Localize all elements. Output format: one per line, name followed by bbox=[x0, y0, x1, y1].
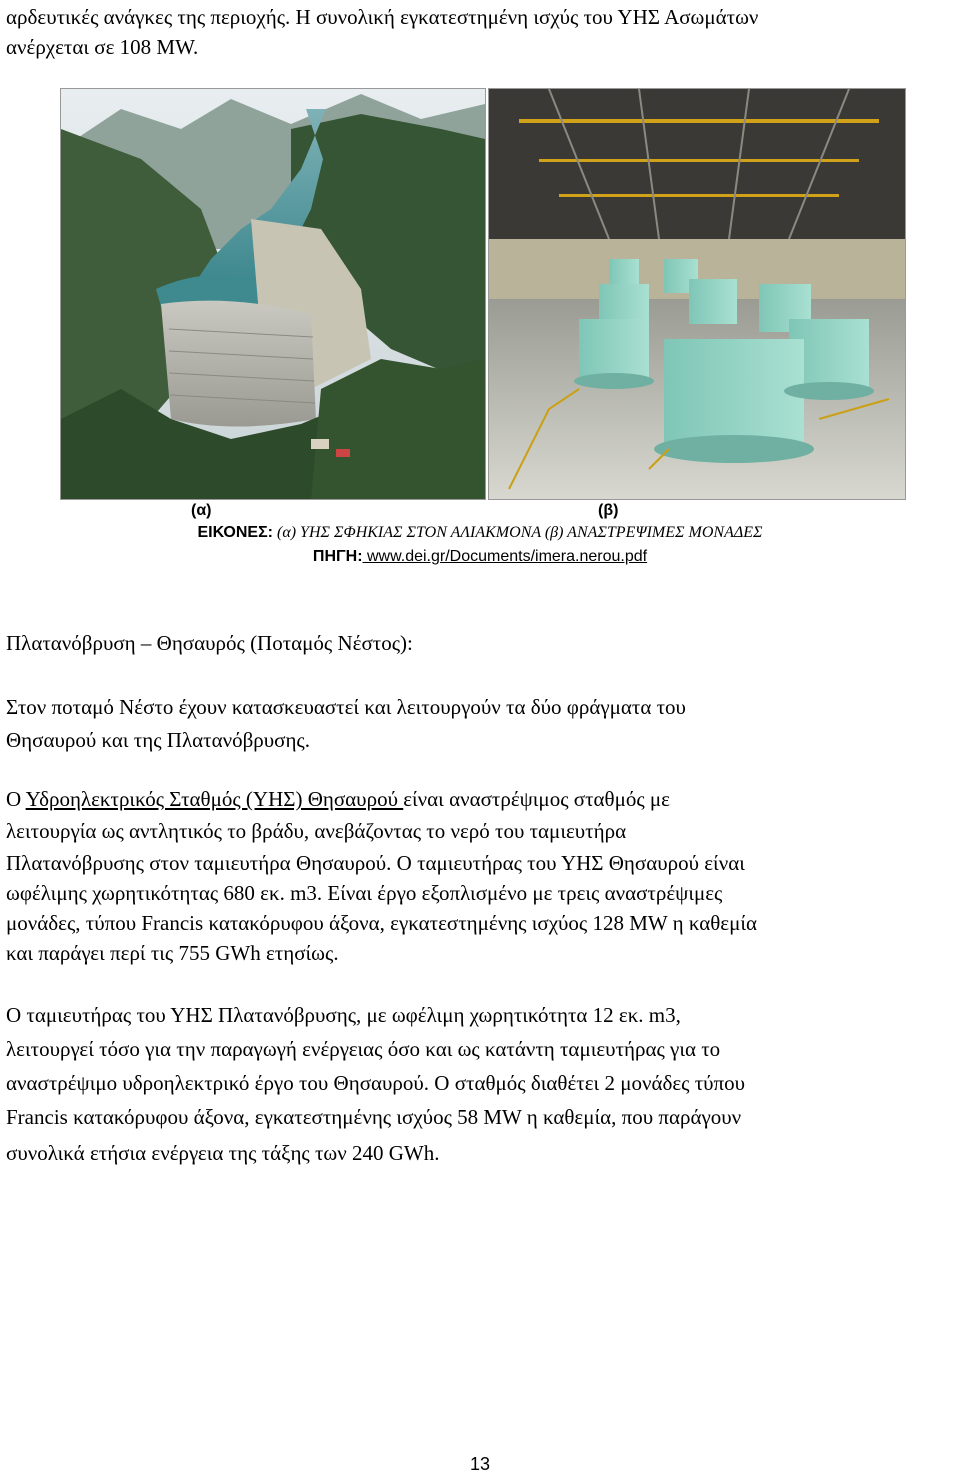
para2-suffix: είναι αναστρέψιμος σταθμός με bbox=[403, 787, 670, 811]
section-heading: Πλατανόβρυση – Θησαυρός (Ποταμός Νέστος): bbox=[6, 631, 413, 655]
caption-text: (α) ΥΗΣ ΣΦΗΚΙΑΣ ΣΤΟΝ ΑΛΙΑΚΜΟΝΑ (β) ΑΝΑΣΤΡΕΨΙΜΕΣ ΜΟΝΑΔΕΣ bbox=[273, 524, 763, 541]
para2-line-5: μονάδες, τύπου Francis κατακόρυφου άξονα, εγκατεστημένης ισχύος 128 MW η καθεμία bbox=[6, 911, 758, 935]
intro-line-1: αρδευτικές ανάγκες της περιοχής. Η συνολική εγκατεστημένη ισχύς του ΥΗΣ Ασωμάτων bbox=[6, 5, 759, 29]
para2-line-4: ωφέλιμης χωρητικότητας 680 εκ. m3. Είναι έργο εξοπλισμένο με τρεις αναστρέψιμες bbox=[6, 881, 723, 905]
para2-line-1 bbox=[6, 784, 958, 814]
para2-underlined: Υδροηλεκτρικός Σταθμός (ΥΗΣ) Θησαυρού bbox=[25, 787, 404, 811]
dam-reservoir-photo bbox=[60, 88, 486, 500]
para1-line-2: Θησαυρού και της Πλατανόβρυσης. bbox=[6, 728, 310, 752]
figure-label-a: (α) bbox=[191, 502, 212, 519]
para2-line-6: και παράγει περί τις 755 GWh ετησίως. bbox=[6, 941, 339, 965]
source-link[interactable]: www.dei.gr/Documents/imera.nerou.pdf bbox=[362, 548, 648, 565]
para2-prefix: Ο bbox=[6, 787, 26, 811]
para3-line-3: αναστρέψιμο υδροηλεκτρικό έργο του Θησαυρού. Ο σταθμός διαθέτει 2 μονάδες τύπου bbox=[6, 1071, 746, 1095]
page-number: 13 bbox=[469, 1454, 491, 1474]
figure-label-b: (β) bbox=[598, 502, 619, 519]
caption-lead: ΕΙΚΟΝΕΣ: bbox=[197, 524, 273, 541]
para2-line-2: λειτουργία ως αντλητικός το βράδυ, ανεβάζοντας το νερό του ταμιευτήρα bbox=[6, 819, 627, 843]
para3-line-1: Ο ταμιευτήρας του ΥΗΣ Πλατανόβρυσης, με ωφέλιμη χωρητικότητα 12 εκ. m3, bbox=[6, 1003, 681, 1027]
para3-line-5: συνολικά ετήσια ενέργεια της τάξης των 240 GWh. bbox=[6, 1141, 440, 1165]
para3-line-2: λειτουργεί τόσο για την παραγωγή ενέργειας όσο και ως κατάντη ταμιευτήρας για το bbox=[6, 1037, 721, 1061]
figure-caption bbox=[0, 524, 960, 542]
turbine-hall-photo bbox=[488, 88, 906, 500]
source-lead: ΠΗΓΗ: bbox=[312, 548, 363, 565]
para2-line-3: Πλατανόβρυσης στον ταμιευτήρα Θησαυρού. Ο ταμιευτήρας του ΥΗΣ Θησαυρού είναι bbox=[6, 851, 745, 875]
para1-line-1: Στον ποταμό Νέστο έχουν κατασκευαστεί και λειτουργούν τα δύο φράγματα του bbox=[6, 695, 686, 719]
para3-line-4: Francis κατακόρυφου άξονα, εγκατεστημένης ισχύος 58 MW η καθεμία, που παράγουν bbox=[6, 1105, 742, 1129]
intro-line-2: ανέρχεται σε 108 MW. bbox=[6, 35, 199, 59]
figure-source bbox=[0, 548, 960, 566]
